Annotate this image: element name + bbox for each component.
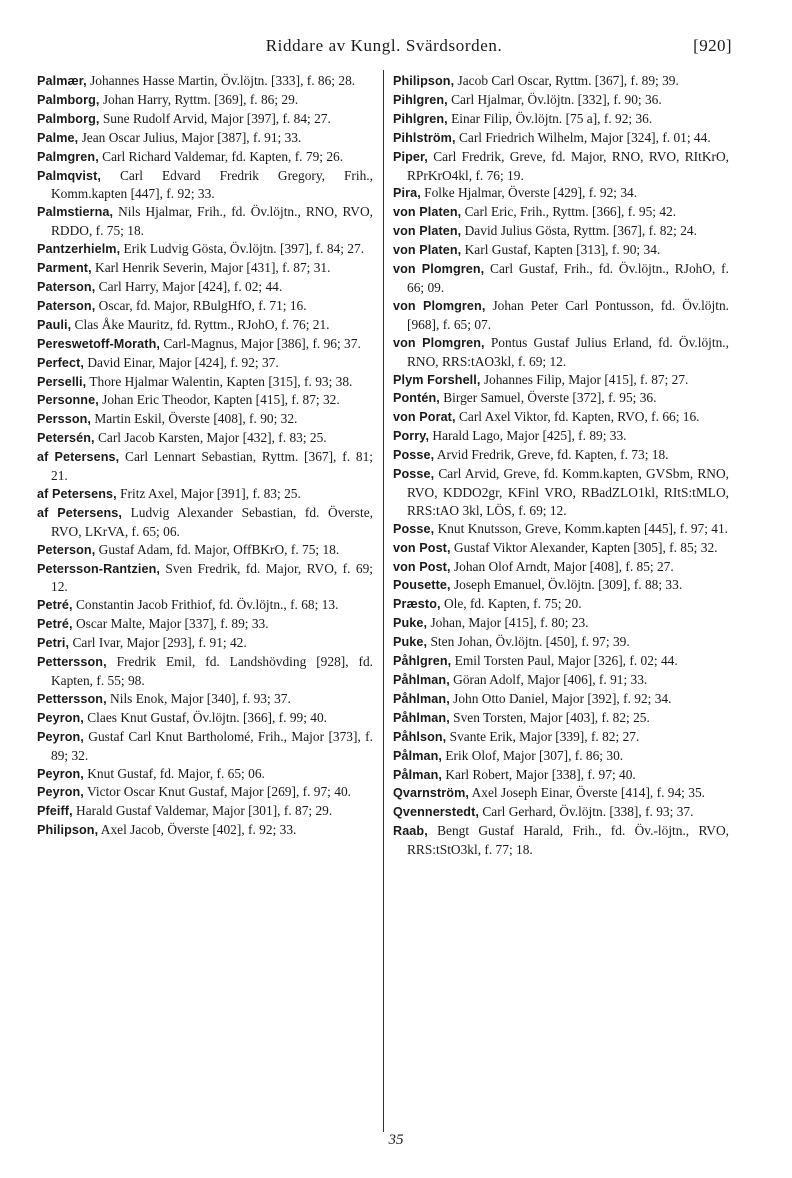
entry-details: Harald Lago, Major [425], f. 89; 33. <box>429 428 627 444</box>
register-entry <box>37 765 373 784</box>
register-entry <box>37 129 373 148</box>
page-number: 35 <box>388 1132 404 1148</box>
register-entry <box>393 558 729 577</box>
register-entry <box>393 595 729 614</box>
register-entry <box>393 784 729 803</box>
register-entry <box>393 747 729 766</box>
entry-details: Clas Åke Mauritz, fd. Ryttm., RJohO, f. 76; 21. <box>71 316 330 332</box>
register-entry <box>393 446 729 465</box>
entry-surname: von Porat, <box>393 410 456 425</box>
entry-surname: Palmqvist, <box>37 168 101 183</box>
entry-details: Carl Friedrich Wilhelm, Major [324], f. 01; 44. <box>455 129 711 145</box>
entry-surname: Pfeiff, <box>37 804 73 819</box>
entry-surname: von Plomgren, <box>393 335 485 350</box>
entry-details: Birger Samuel, Överste [372], f. 95; 36. <box>439 390 657 406</box>
register-entry <box>393 766 729 785</box>
entry-details: Nils Hjalmar, Frih., fd. Öv.löjtn., RNO, RVO, RDDO, f. 75; 18. <box>51 204 373 239</box>
register-entry <box>37 821 373 840</box>
entry-details: Carl Richard Valdemar, fd. Kapten, f. 79; 26. <box>98 148 344 164</box>
entry-surname: Paterson, <box>37 279 96 294</box>
register-entry <box>393 614 729 633</box>
register-entry <box>393 465 729 520</box>
register-entry <box>393 803 729 822</box>
entry-surname: Pettersson, <box>37 655 107 670</box>
register-entry <box>393 148 729 185</box>
entry-surname: Påhlman, <box>393 710 450 725</box>
register-entry <box>393 633 729 652</box>
page-header <box>36 36 732 60</box>
entry-surname: Parment, <box>37 261 92 276</box>
entry-surname: Pihlström, <box>393 130 456 145</box>
entry-surname: Puke, <box>393 616 428 631</box>
register-entry <box>37 709 373 728</box>
register-entry <box>37 278 373 297</box>
register-entry <box>393 690 729 709</box>
register-entry <box>37 634 373 653</box>
entry-surname: Plym Forshell, <box>393 372 481 387</box>
entry-details: Knut Knutsson, Greve, Komm.kapten [445], f. 97; 41. <box>434 520 729 536</box>
register-entry <box>37 354 373 373</box>
register-entry <box>393 539 729 558</box>
entry-surname: Palmær, <box>37 74 87 88</box>
entry-surname: Perfect, <box>37 355 84 370</box>
entry-surname: Porry, <box>393 429 430 444</box>
register-entry <box>37 91 373 110</box>
register-entry <box>37 72 373 91</box>
entry-surname: Posse, <box>393 521 435 536</box>
entry-details: Sten Johan, Öv.löjtn. [450], f. 97; 39. <box>427 634 630 650</box>
column-divider <box>383 70 384 1132</box>
running-title: Riddare av Kungl. Svärdsorden. <box>265 36 503 55</box>
register-entry <box>37 203 373 240</box>
entry-surname: von Platen, <box>393 243 462 258</box>
entry-details: Carl Edvard Fredrik Gregory, Frih., Komm.kapten [447], f. 92; 33. <box>51 167 373 202</box>
register-entry <box>37 259 373 278</box>
entry-surname: Præsto, <box>393 597 441 612</box>
entry-details: Svante Erik, Major [339], f. 82; 27. <box>446 728 640 744</box>
entry-surname: Puke, <box>393 635 428 650</box>
entry-surname: Pauli, <box>37 317 72 332</box>
entry-details: Carl Harry, Major [424], f. 02; 44. <box>95 278 283 294</box>
entry-details: Johannes Filip, Major [415], f. 87; 27. <box>480 371 689 387</box>
register-entry <box>393 297 729 334</box>
register-entry <box>37 240 373 259</box>
entry-surname: Petri, <box>37 636 70 651</box>
register-entry <box>37 448 373 485</box>
entry-details: Oscar, fd. Major, RBulgHfO, f. 71; 16. <box>95 297 307 313</box>
entry-details: Carl Gerhard, Öv.löjtn. [338], f. 93; 37. <box>478 804 694 820</box>
entry-details: David Einar, Major [424], f. 92; 37. <box>84 354 279 370</box>
entry-details: Sven Fredrik, fd. Major, RVO, f. 69; 12. <box>51 560 373 595</box>
entry-details: Oscar Malte, Major [337], f. 89; 33. <box>72 616 269 632</box>
entry-details: Harald Gustaf Valdemar, Major [301], f. 87; 29. <box>72 803 333 819</box>
entry-details: Carl Lennart Sebastian, Ryttm. [367], f. 81; 21. <box>51 449 373 484</box>
entry-surname: Påhlgren, <box>393 654 452 669</box>
entry-details: Fredrik Emil, fd. Landshövding [928], fd. Kapten, f. 55; 98. <box>51 654 373 688</box>
entry-surname: Påhlman, <box>393 691 450 706</box>
register-entry <box>37 485 373 504</box>
entry-surname: Peyron, <box>37 766 84 781</box>
entry-surname: von Post, <box>393 559 451 574</box>
entry-details: Pontus Gustaf Julius Erland, fd. Öv.löjtn., RNO, RRS:tAO3kl, f. 69; 12. <box>407 334 729 369</box>
register-entry <box>393 671 729 690</box>
entry-surname: Philipson, <box>393 74 455 88</box>
register-entry <box>37 615 373 634</box>
register-entry <box>37 783 373 802</box>
page-reference: [920] <box>693 36 732 55</box>
entry-details: Constantin Jacob Frithiof, fd. Öv.löjtn., f. 68; 13. <box>72 597 339 613</box>
entry-details: Johan Olof Arndt, Major [408], f. 85; 27. <box>450 558 674 574</box>
entry-surname: Petré, <box>37 617 73 632</box>
entry-surname: Pettersson, <box>37 691 107 706</box>
register-entry <box>393 389 729 408</box>
entry-details: Axel Jacob, Överste [402], f. 92; 33. <box>98 822 297 838</box>
entry-details: Carl Fredrik, Greve, fd. Major, RNO, RVO, RItKrO, RPrKrO4kl, f. 76; 19. <box>407 148 729 183</box>
entry-surname: Palmgren, <box>37 149 99 164</box>
entry-surname: af Petersens, <box>37 450 120 465</box>
register-entry <box>37 653 373 690</box>
entry-details: Karl Gustaf, Kapten [313], f. 90; 34. <box>461 242 661 258</box>
entry-surname: Petré, <box>37 598 73 613</box>
entry-surname: Perselli, <box>37 374 87 389</box>
entry-surname: Pålman, <box>393 767 442 782</box>
entry-details: Göran Adolf, Major [406], f. 91; 33. <box>449 672 648 687</box>
entry-surname: Pihlgren, <box>393 92 448 107</box>
register-entry <box>393 822 729 859</box>
entry-details: Axel Joseph Einar, Överste [414], f. 94; 35. <box>469 785 705 801</box>
entry-details: Folke Hjalmar, Överste [429], f. 92; 34. <box>420 185 638 201</box>
register-entry <box>393 652 729 671</box>
register-entry <box>37 410 373 429</box>
entry-surname: Personne, <box>37 393 99 408</box>
register-entry <box>393 241 729 260</box>
register-entry <box>37 541 373 560</box>
register-entry <box>393 222 729 241</box>
entry-surname: Persson, <box>37 412 91 427</box>
register-entry <box>37 297 373 316</box>
entry-details: Joseph Emanuel, Öv.löjtn. [309], f. 88; 33. <box>450 577 683 593</box>
entry-details: Carl-Magnus, Major [386], f. 96; 37. <box>159 335 361 351</box>
register-entry <box>393 203 729 222</box>
entry-details: Claes Knut Gustaf, Öv.löjtn. [366], f. 99; 40. <box>83 709 328 725</box>
entry-details: Carl Jacob Karsten, Major [432], f. 83; 25. <box>94 430 327 446</box>
entry-details: Johan, Major [415], f. 80; 23. <box>427 615 589 631</box>
register-entry <box>37 560 373 597</box>
entry-surname: Posse, <box>393 467 435 482</box>
entry-surname: von Plomgren, <box>393 298 486 313</box>
register-entry <box>393 427 729 446</box>
register-entry <box>393 520 729 539</box>
entry-surname: Peyron, <box>37 710 84 725</box>
entry-surname: Påhlson, <box>393 729 447 744</box>
entry-surname: af Petersens, <box>37 505 122 520</box>
right-column <box>393 72 729 859</box>
register-entry <box>393 72 729 91</box>
register-entry <box>37 728 373 765</box>
entry-surname: Pousette, <box>393 578 451 593</box>
register-entry <box>393 371 729 390</box>
entry-details: David Julius Gösta, Ryttm. [367], f. 82; 24. <box>461 223 697 239</box>
entry-details: Fritz Axel, Major [391], f. 83; 25. <box>116 485 301 501</box>
entry-details: Martin Eskil, Överste [408], f. 90; 32. <box>91 411 298 427</box>
entry-surname: Palme, <box>37 130 79 145</box>
register-entry <box>393 129 729 148</box>
entry-surname: Philipson, <box>37 823 99 838</box>
entry-details: Emil Torsten Paul, Major [326], f. 02; 44. <box>451 653 678 669</box>
left-column <box>37 72 373 840</box>
entry-surname: Posse, <box>393 448 435 463</box>
entry-details: Knut Gustaf, fd. Major, f. 65; 06. <box>83 765 265 781</box>
register-entry <box>393 408 729 427</box>
entry-details: Ole, fd. Kapten, f. 75; 20. <box>440 596 582 612</box>
entry-details: Gustaf Adam, fd. Major, OffBKrO, f. 75; 18. <box>95 541 340 557</box>
entry-surname: Peyron, <box>37 729 84 744</box>
entry-surname: von Post, <box>393 540 451 555</box>
entry-surname: Qvarnström, <box>393 786 469 801</box>
entry-details: Ludvig Alexander Sebastian, fd. Överste, RVO, LKrVA, f. 65; 06. <box>51 504 373 539</box>
entry-surname: von Plomgren, <box>393 262 485 277</box>
register-entry <box>393 728 729 747</box>
entry-details: Karl Henrik Severin, Major [431], f. 87; 31. <box>91 260 331 276</box>
entry-details: Carl Arvid, Greve, fd. Komm.kapten, GVSbm, RNO, RVO, KDDO2gr, KFinl VRO, RBadZLO1kl, RItS:tMLO, RRS:tAO 3kl, LÖS, f. 69; 12. <box>407 466 729 518</box>
register-entry <box>37 148 373 167</box>
entry-details: Sune Rudolf Arvid, Major [397], f. 84; 27. <box>99 110 331 126</box>
entry-details: Victor Oscar Knut Gustaf, Major [269], f. 97; 40. <box>83 784 351 800</box>
entry-surname: Pantzerhielm, <box>37 242 121 257</box>
register-entry <box>37 690 373 709</box>
entry-surname: Pihlgren, <box>393 111 448 126</box>
entry-details: Gustaf Viktor Alexander, Kapten [305], f. 85; 32. <box>450 539 718 555</box>
entry-details: Einar Filip, Öv.löjtn. [75 a], f. 92; 36. <box>447 110 653 126</box>
entry-surname: Palmborg, <box>37 111 100 126</box>
entry-surname: von Platen, <box>393 205 462 220</box>
register-entry <box>37 802 373 821</box>
entry-details: Erik Olof, Major [307], f. 86; 30. <box>442 747 624 763</box>
entry-surname: Paterson, <box>37 298 96 313</box>
register-entry <box>37 391 373 410</box>
register-entry <box>37 504 373 541</box>
entry-details: Carl Hjalmar, Öv.löjtn. [332], f. 90; 36. <box>447 91 662 107</box>
register-entry <box>393 184 729 203</box>
entry-details: Erik Ludvig Gösta, Öv.löjtn. [397], f. 84; 27. <box>120 241 365 257</box>
register-entry <box>37 110 373 129</box>
entry-details: Carl Eric, Frih., Ryttm. [366], f. 95; 42. <box>461 204 677 220</box>
entry-surname: von Platen, <box>393 224 462 239</box>
entry-surname: Palmstierna, <box>37 205 114 220</box>
entry-surname: Peterson, <box>37 542 96 557</box>
register-entry <box>393 709 729 728</box>
entry-details: Jean Oscar Julius, Major [387], f. 91; 33. <box>78 129 302 145</box>
entry-surname: Palmborg, <box>37 92 100 107</box>
register-entry <box>37 373 373 392</box>
register-entry <box>37 429 373 448</box>
entry-surname: Pålman, <box>393 748 442 763</box>
entry-surname: af Petersens, <box>37 486 117 501</box>
entry-details: Johan Harry, Ryttm. [369], f. 86; 29. <box>99 91 299 107</box>
register-entry <box>37 167 373 204</box>
entry-details: John Otto Daniel, Major [392], f. 92; 34. <box>449 690 672 706</box>
entry-details: Arvid Fredrik, Greve, fd. Kapten, f. 73; 18. <box>434 447 669 463</box>
entry-details: Karl Robert, Major [338], f. 97; 40. <box>442 766 636 782</box>
entry-details: Johan Peter Carl Pontusson, fd. Öv.löjtn. [968], f. 65; 07. <box>407 297 729 332</box>
entry-surname: Piper, <box>393 149 428 164</box>
register-entry <box>393 334 729 371</box>
entry-surname: Qvennerstedt, <box>393 805 479 820</box>
register-entry <box>37 596 373 615</box>
entry-surname: Peyron, <box>37 785 84 800</box>
entry-details: Johan Eric Theodor, Kapten [415], f. 87; 32. <box>98 392 340 408</box>
entry-details: Johannes Hasse Martin, Öv.löjtn. [333], f. 86; 28. <box>86 73 356 88</box>
entry-details: Thore Hjalmar Walentin, Kapten [315], f. 93; 38. <box>86 373 353 389</box>
entry-details: Carl Gustaf, Frih., fd. Öv.löjtn., RJohO, f. 66; 09. <box>407 261 729 295</box>
entry-details: Nils Enok, Major [340], f. 93; 37. <box>106 690 291 706</box>
entry-details: Bengt Gustaf Harald, Frih., fd. Öv.-löjtn., RVO, RRS:tStO3kl, f. 77; 18. <box>407 823 729 858</box>
entry-surname: Petersson-Rantzien, <box>37 561 160 576</box>
entry-surname: Pereswetoff-Morath, <box>37 336 160 351</box>
entry-details: Sven Torsten, Major [403], f. 82; 25. <box>449 709 650 725</box>
entry-details: Gustaf Carl Knut Bartholomé, Frih., Major [373], f. 89; 32. <box>51 728 373 763</box>
register-entry <box>393 260 729 297</box>
entry-details: Carl Axel Viktor, fd. Kapten, RVO, f. 66; 16. <box>455 409 700 425</box>
register-entry <box>393 110 729 129</box>
entry-surname: Påhlman, <box>393 673 450 687</box>
entry-details: Carl Ivar, Major [293], f. 91; 42. <box>69 635 247 651</box>
register-entry <box>393 576 729 595</box>
entry-surname: Raab, <box>393 824 428 839</box>
register-entry <box>37 335 373 354</box>
entry-details: Jacob Carl Oscar, Ryttm. [367], f. 89; 39. <box>454 73 679 88</box>
register-entry <box>37 316 373 335</box>
entry-surname: Pontén, <box>393 391 440 406</box>
entry-surname: Pira, <box>393 186 421 201</box>
entry-surname: Petersén, <box>37 431 95 446</box>
register-entry <box>393 91 729 110</box>
